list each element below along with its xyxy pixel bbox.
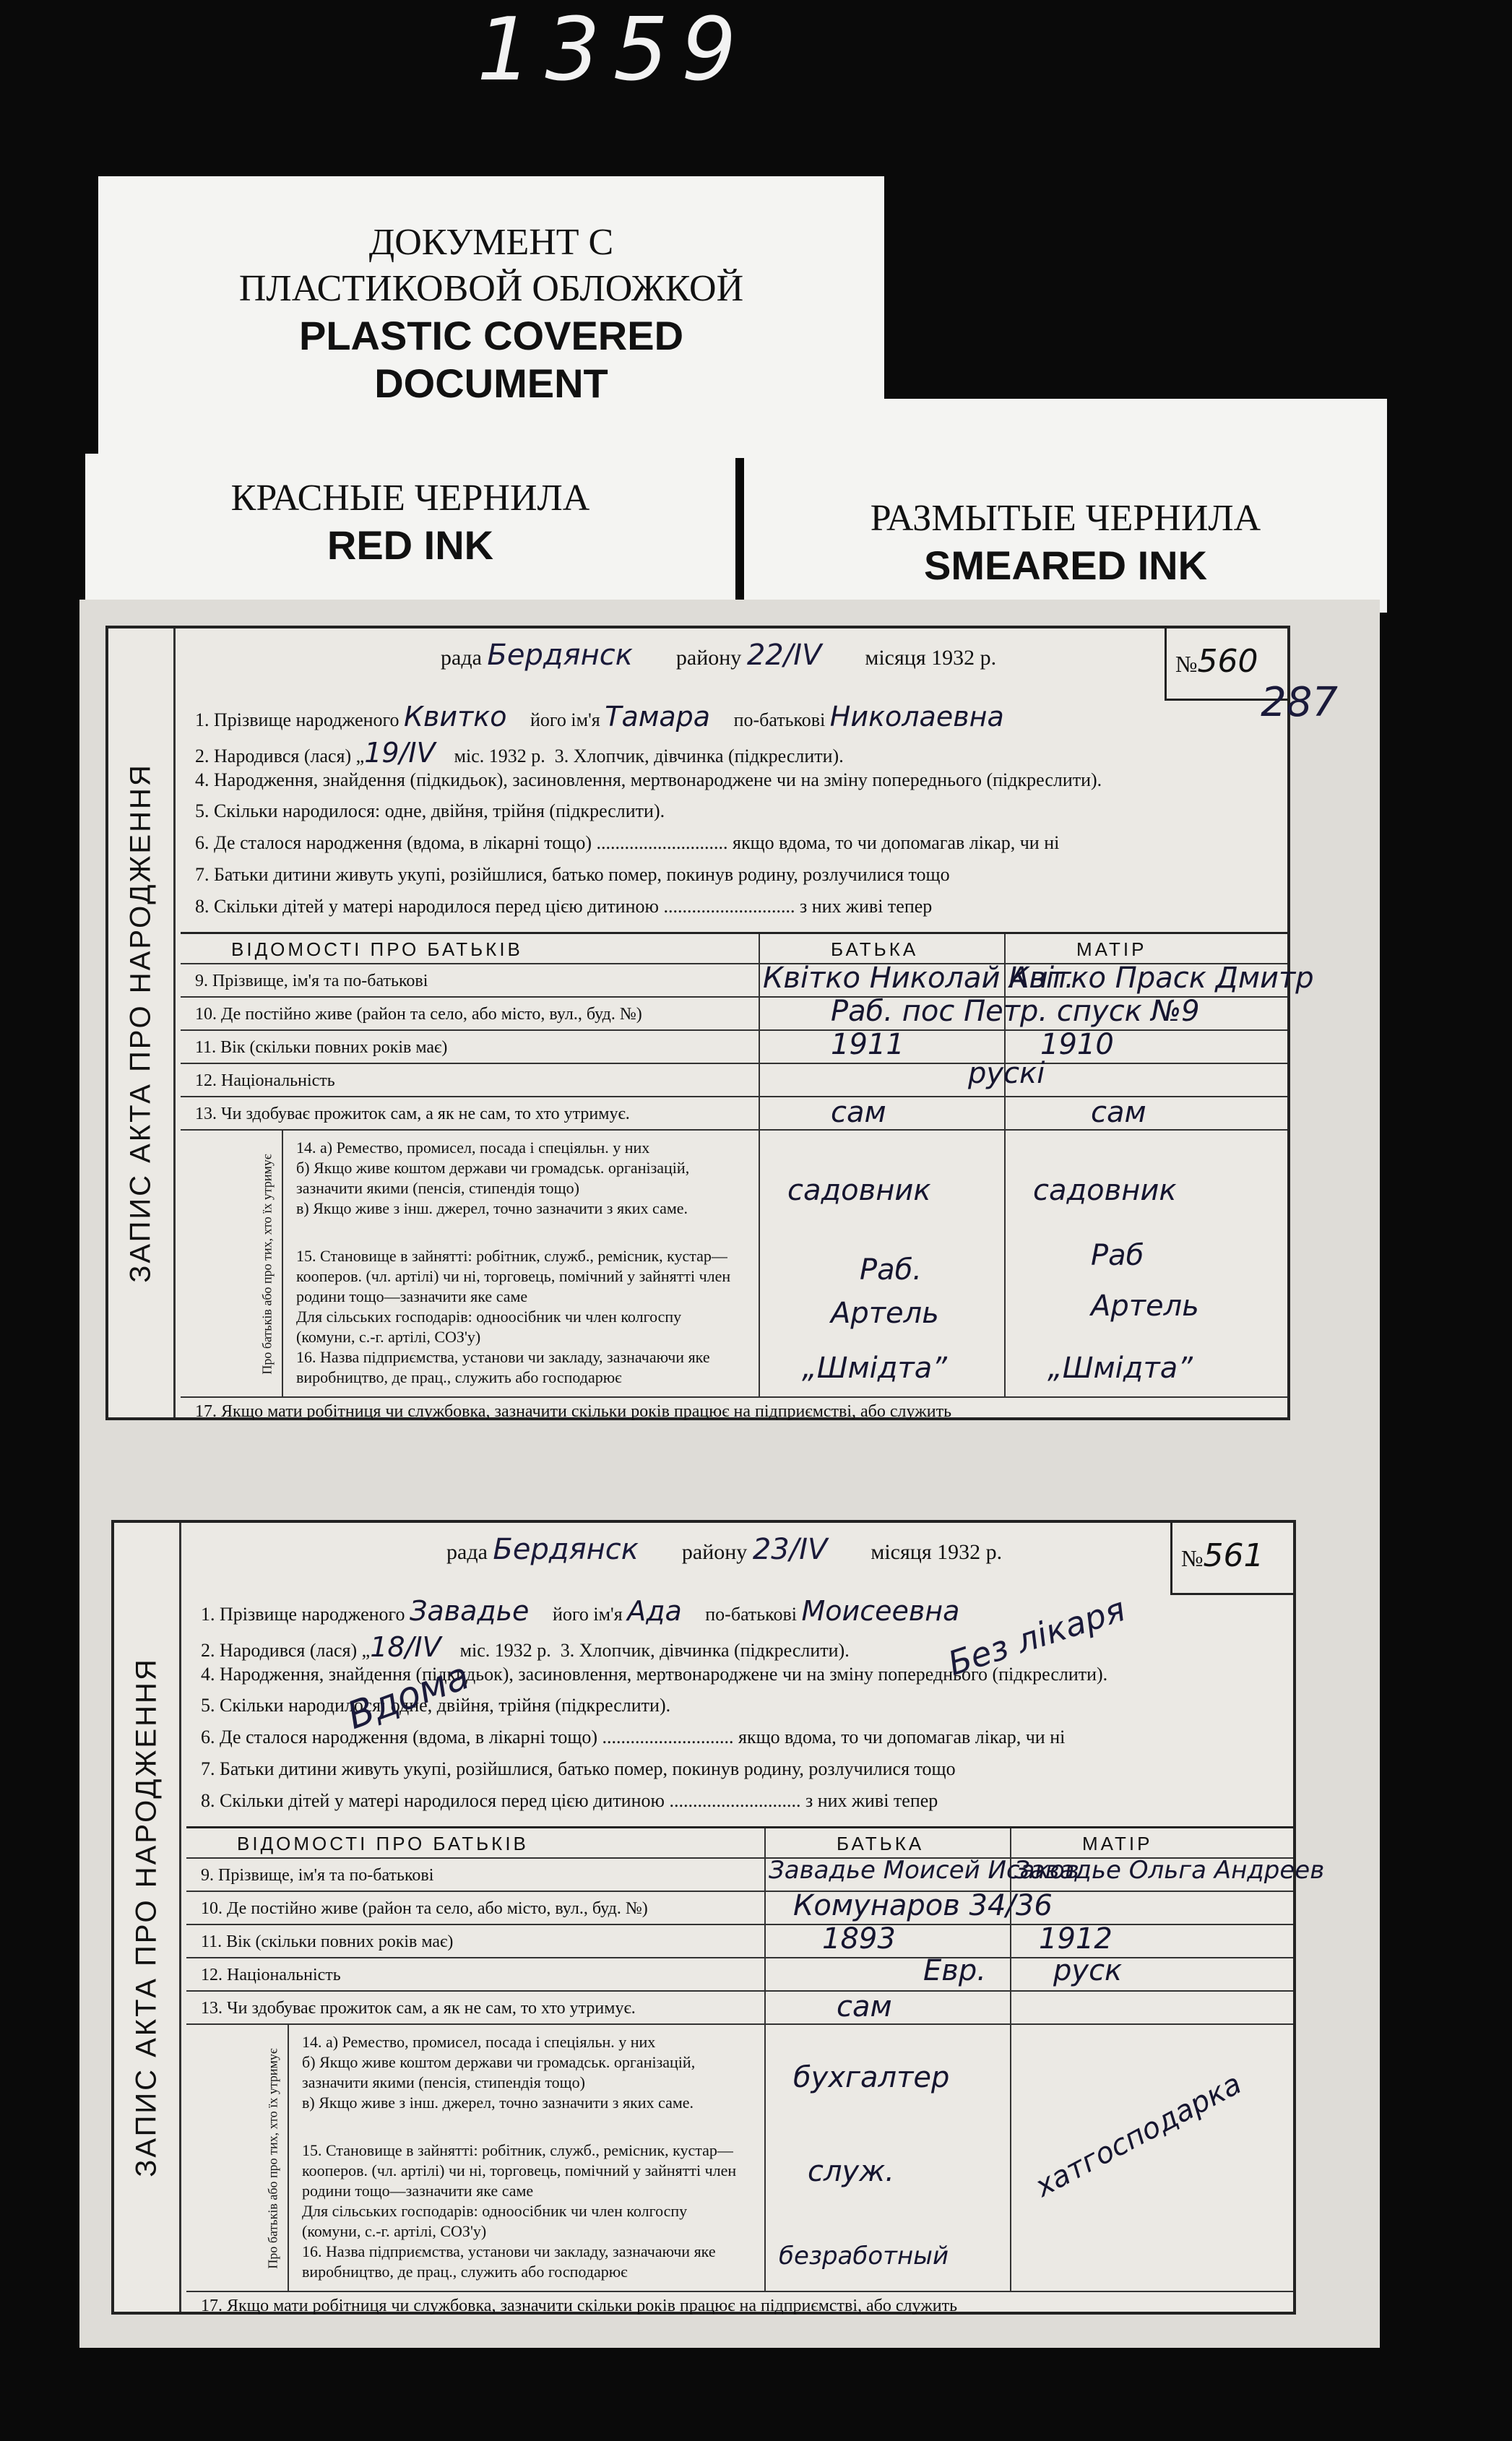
red-ink-label (85, 454, 735, 605)
q14-text: 14. а) Ремество, промисел, посада і спеціяльн. у них б) Якщо живе коштом держави чи громадськ. організацій, зазначити якими (пенсія, стипендія тощо) в) Якщо живе з інш. джерел, точно зазначити з яких саме. (302, 2033, 696, 2112)
father-nationality: Евр. (923, 1954, 986, 1987)
name-value: Тамара (605, 701, 711, 733)
father-position: служ. (808, 2155, 894, 2188)
rada-value: Бердянск (493, 1533, 639, 1566)
q8-line: 8. Скільки дітей у матері народилося перед цією дитиною ............................ з них живі тепер (201, 1790, 938, 1811)
q15-text: 15. Становище в зайнятті: робітник, служб., ремісник, кустар—кооперов. (чл. артілі) чи ні, торговець, помічний у зайнятті член родини тощо—зазначити яке саме Для сільських господарів: одноосібник чи член колгоспу (комуни, с.-г. артілі, СОЗ'у) (296, 1247, 731, 1346)
mother-name: Завадье Ольга Андреев (1014, 1856, 1325, 1885)
address: Раб. пос Петр. спуск №9 (831, 995, 1200, 1028)
row-q12: 12. Національність Евр. руск (186, 1957, 1293, 1992)
mother-pos-1: Раб (1091, 1239, 1144, 1272)
parents-table (181, 932, 1314, 1425)
address: Комунаров 34/36 (793, 1889, 1053, 1922)
q2-line: 2. Народився (лася) „19/IV міс. 1932 р. 3. Хлопчик, дівчинка (підкреслити). (195, 737, 844, 769)
row-q14-16 (186, 2023, 1293, 2292)
record-number: 560 (1197, 643, 1258, 680)
side-title-box (108, 628, 176, 1417)
mother-pos-2: Артель (1091, 1289, 1199, 1323)
q5-line: 5. Скільки народилося: одне, двійня, трійня (підкреслити). (201, 1695, 671, 1716)
red-en: RED INK (327, 522, 494, 568)
father-age: 1911 (831, 1028, 904, 1061)
plastic-en-line2: DOCUMENT (374, 360, 608, 406)
record-number: 561 (1203, 1537, 1264, 1574)
plastic-en-line1: PLASTIC COVERED (298, 313, 684, 358)
mother-job: садовник (1033, 1174, 1177, 1207)
stamp-b: Без лікаря (943, 1589, 1131, 1683)
smeared-en: SMEARED INK (923, 543, 1208, 588)
father-job: садовник (787, 1174, 931, 1207)
mother-header: МАТІР (1082, 1833, 1153, 1854)
father-name: Завадье Моисей Исаков (769, 1856, 1079, 1885)
father-name: Квітко Николай Ант. (763, 962, 1074, 995)
record-number-box: №561 (1170, 1523, 1293, 1595)
q7-line: 7. Батьки дитини живуть укупі, розійшлися, батько помер, покинув родину, розлучилися тощо (201, 1758, 956, 1779)
mother-age: 1912 (1039, 1922, 1113, 1956)
q1-line: 1. Прізвище народженого Завадье його ім'я Ада по-батькові Моисеевна (201, 1595, 960, 1627)
record-header (441, 639, 996, 672)
row-q14-16 (181, 1129, 1287, 1398)
father-org: „Шмідта” (802, 1352, 947, 1385)
day-value: 23/IV (752, 1533, 828, 1566)
stamp-a: Вдома (342, 1654, 475, 1739)
sub-side: Про батьків або про тих, хто їх утримує (259, 2025, 289, 2292)
q6-line: 6. Де сталося народження (вдома, в лікарні тощо) ............................ якщо вдома, то чи допомагав лікар, чи ні (195, 832, 1060, 853)
parents-header: ВІДОМОСТІ ПРО БАТЬКІВ (231, 938, 523, 960)
mother-header: МАТІР (1076, 938, 1147, 960)
q6-line: 6. Де сталося народження (вдома, в лікарні тощо) ............................ якщо вдома, то чи допомагав лікар, чи ні (201, 1727, 1066, 1747)
surname-value: Завадье (410, 1595, 530, 1627)
patronymic-value: Моисеевна (801, 1595, 960, 1627)
frame-number: 1359 (477, 0, 750, 100)
rayon-label: району (675, 646, 742, 670)
birth-record-2 (111, 1520, 1325, 2315)
row-q11: 11. Вік (скільки повних років має) 1911 1910 (181, 1029, 1287, 1064)
row-q13: 13. Чи здобуває прожиток сам, а як не сам, то хто утримує. сам (186, 1990, 1293, 2025)
row-q13: 13. Чи здобуває прожиток сам, а як не сам, то хто утримує. сам сам (181, 1096, 1287, 1131)
margin-number: 287 (1261, 679, 1338, 726)
father-pos-1: Раб. (860, 1253, 923, 1287)
patronymic-value: Николаевна (829, 701, 1004, 733)
father-age: 1893 (822, 1922, 896, 1956)
document-page (79, 600, 1380, 2348)
name-value: Ада (627, 1595, 682, 1627)
father-header: БАТЬКА (831, 938, 919, 960)
mother-self: сам (1091, 1096, 1146, 1129)
rada-label: рада (441, 646, 482, 670)
record-header: рада Бердянск району 23/IV місяця 1932 р. (446, 1533, 1003, 1566)
q16-text: 16. Назва підприємства, установи чи закладу, зазначаючи яке виробництво, де прац., служить або господарює (296, 1348, 710, 1386)
day-value: 22/IV (746, 639, 822, 672)
row-q10: 10. Де постійно живе (район та село, або місто, вул., буд. №) Комунаров 34/36 (186, 1891, 1293, 1925)
side-title-box (114, 1523, 181, 2312)
row-q11: 11. Вік (скільки повних років має) 1893 1912 (186, 1924, 1293, 1958)
plastic-ru-line1: ДОКУМЕНТ С (368, 222, 614, 263)
mother-name: Квітко Праск Дмитр (1008, 962, 1314, 995)
q14-text: 14. а) Ремество, промисел, посада і спеціяльн. у них б) Якщо живе коштом держави чи громадськ. організацій, зазначити якими (пенсія, стипендія тощо) в) Якщо живе з інш. джерел, точно зазначити з яких саме. (296, 1139, 690, 1217)
side-title: ЗАПИС АКТА ПРО НАРОДЖЕННЯ (130, 1657, 163, 2177)
rada-value: Бердянск (487, 639, 633, 672)
row-q17: 17. Якщо мати робітниця чи службовка, зазначити скільки років працює на підприємстві, або служить (181, 1396, 1287, 1427)
red-ru: КРАСНЫЕ ЧЕРНИЛА (230, 478, 590, 519)
parents-table (186, 1826, 1325, 2320)
father-header: БАТЬКА (837, 1833, 925, 1854)
mother-nationality: руск (1053, 1954, 1123, 1987)
parents-header: ВІДОМОСТІ ПРО БАТЬКІВ (237, 1833, 529, 1854)
q4-line: 4. Народження, знайдення (підкидьок), засиновлення, мертвонароджене чи на зміну попереднього (підкреслити). (201, 1664, 1108, 1685)
row-q9: 9. Прізвище, ім'я та по-батькові Квітко Николай Ант. Квітко Праск Дмитр (181, 963, 1287, 998)
row-q12: 12. Національність рускі (181, 1063, 1287, 1097)
nationality: рускі (968, 1057, 1045, 1090)
q15-text: 15. Становище в зайнятті: робітник, служб., ремісник, кустар—кооперов. (чл. артілі) чи ні, торговець, помічний у зайнятті член родини тощо—зазначити яке саме Для сільських господарів: одноосібник чи член колгоспу (комуни, с.-г. артілі, СОЗ'у) (302, 2141, 737, 2240)
smeared-ink-label (744, 399, 1387, 613)
q5-line: 5. Скільки народилося: одне, двійня, трійня (підкреслити). (195, 800, 665, 821)
month-label: місяця 1932 р. (865, 646, 997, 670)
father-self: сам (837, 1990, 892, 2023)
row-q9: 9. Прізвище, ім'я та по-батькові Завадье Моисей Исаков Завадье Ольга Андреев (186, 1857, 1293, 1892)
father-job: бухгалтер (793, 2061, 950, 2094)
q1-line: 1. Прізвище народженого Квитко його ім'я Тамара по-батькові Николаевна (195, 701, 1004, 733)
surname-value: Квитко (404, 701, 507, 733)
number-label: № (1175, 651, 1198, 677)
q7-line: 7. Батьки дитини живуть укупі, розійшлися, батько помер, покинув родину, розлучилися тощо (195, 864, 950, 885)
mother-age: 1910 (1040, 1028, 1114, 1061)
birth-record-1 (105, 626, 1338, 1421)
mother-job: хатгосподарка (1029, 2067, 1248, 2204)
row-q17: 17. Якщо мати робітниця чи службовка, зазначити скільки років працює на підприємстві, або служить (186, 2291, 1293, 2321)
q8-line: 8. Скільки дітей у матері народилося перед цією дитиною ............................ з них живі тепер (195, 896, 933, 917)
q4-line: 4. Народження, знайдення (підкидьок), засиновлення, мертвонароджене чи на зміну попереднього (підкреслити). (195, 769, 1102, 790)
birth-date-value: 19/IV (364, 737, 436, 769)
smeared-ru: РАЗМЫТЫЕ ЧЕРНИЛА (870, 498, 1261, 539)
q2-line: 2. Народився (лася) „18/IV міс. 1932 р. 3. Хлопчик, дівчинка (підкреслити). (201, 1631, 850, 1663)
plastic-ru-line2: ПЛАСТИКОВОЙ ОБЛОЖКОЙ (238, 268, 744, 309)
side-title: ЗАПИС АКТА ПРО НАРОДЖЕННЯ (124, 763, 157, 1283)
father-self: сам (831, 1096, 886, 1129)
father-org: безработный (779, 2242, 949, 2271)
mother-org: „Шмідта” (1047, 1352, 1193, 1385)
birth-date-value: 18/IV (370, 1631, 441, 1663)
sub-side: Про батьків або про тих, хто їх утримує (253, 1131, 283, 1398)
q16-text: 16. Назва підприємства, установи чи закладу, зазначаючи яке виробництво, де прац., служить або господарює (302, 2242, 716, 2281)
father-pos-2: Артель (831, 1297, 939, 1330)
row-q10: 10. Де постійно живе (район та село, або місто, вул., буд. №) Раб. пос Петр. спуск №9 (181, 996, 1287, 1031)
